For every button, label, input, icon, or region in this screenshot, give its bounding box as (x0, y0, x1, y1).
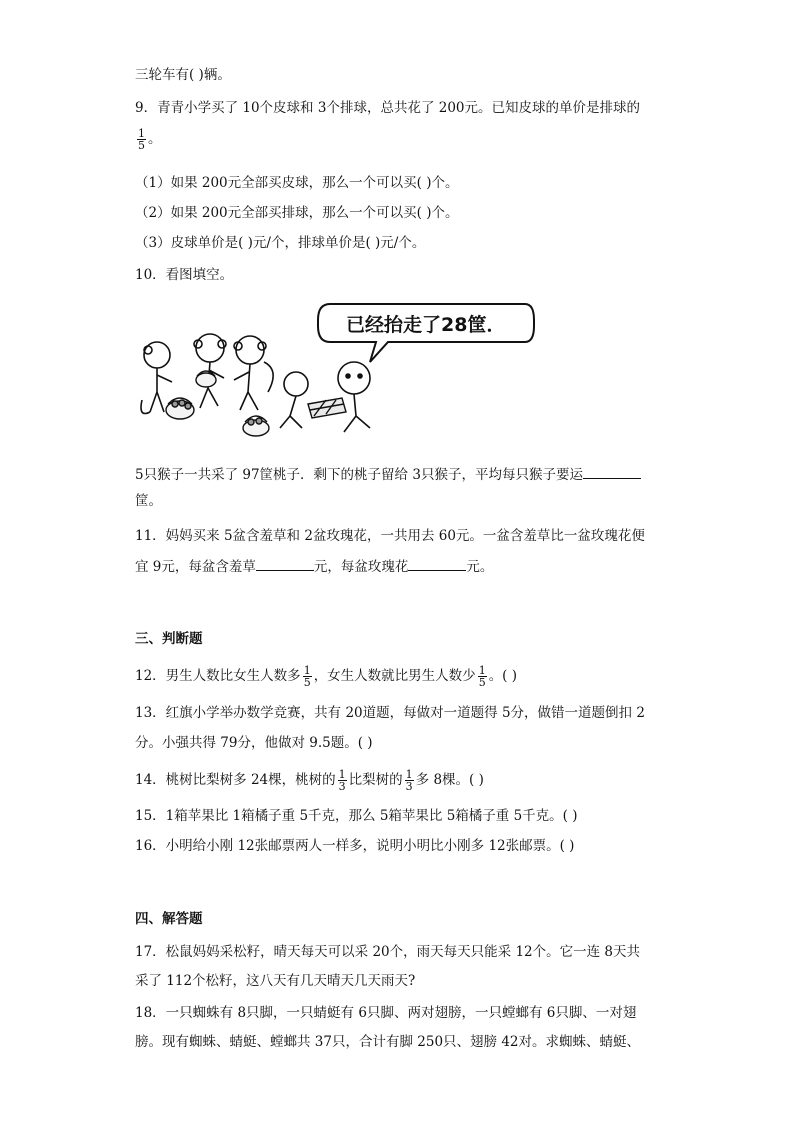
q10-title: 10．看图填空。 (135, 267, 234, 283)
q11-line1: 11．妈妈买来 5盆含羞草和 2盆玫瑰花，一共用去 60元。一盆含羞草比一盆玫瑰花便 (135, 528, 645, 544)
section-heading-answer: 四、解答题 (135, 911, 203, 927)
monkey-3 (234, 336, 273, 410)
speech-bubble (318, 304, 534, 362)
q10-line1: 5只猴子一共采了 97筐桃子．剩下的桃子留给 3只猴子，平均每只猴子要运 (135, 465, 641, 484)
answer-blank-hanxiucao[interactable] (256, 557, 314, 571)
basket-1 (166, 398, 194, 419)
q9-sub3: （3）皮球单价是( )元/个，排球单价是( )元/个。 (135, 235, 426, 251)
carried-basket (308, 398, 346, 418)
q9-sub1: （1）如果 200元全部买皮球，那么一个可以买( )个。 (135, 175, 459, 191)
monkey-4 (280, 372, 308, 428)
q18-line1: 18．一只蜘蛛有 8只脚，一只蜻蜓有 6只脚、两对翅膀，一只螳螂有 6只脚、一对翅 (135, 1005, 637, 1021)
monkey-1 (141, 342, 172, 414)
basket-2 (196, 371, 216, 387)
q10-line2: 筐。 (135, 493, 162, 509)
q13-line1: 13．红旗小学举办数学竞赛，共有 20道题，每做对一道题得 5分，做错一道题倒扣 2 (135, 705, 645, 721)
answer-blank-rose[interactable] (408, 557, 466, 571)
q11-line2: 宜 9元，每盆含羞草 元，每盆玫瑰花 元。 (135, 559, 494, 575)
q15: 15．1箱苹果比 1箱橘子重 5千克，那么 5箱苹果比 5箱橘子重 5千克。( ) (135, 808, 578, 824)
section-heading-judgement: 三、判断题 (135, 631, 203, 647)
speech-bubble-text: 已经抬走了28筐． (346, 314, 506, 336)
basket-3 (243, 416, 269, 436)
q16: 16．小明给小刚 12张邮票两人一样多，说明小明比小刚多 12张邮票。( ) (135, 838, 575, 854)
fraction-one-third: $\frac{1}{3}$ (405, 768, 413, 793)
monkey-2 (194, 334, 226, 408)
fraction-one-fifth: $\frac{1}{5}$ (138, 127, 145, 152)
q17-line2: 采了 112个松籽，这八天有几天晴天几天雨天? (135, 973, 416, 989)
q9-sub2: （2）如果 200元全部买排球，那么一个可以买( )个。 (135, 205, 459, 221)
monkey-5 (338, 362, 370, 432)
answer-blank[interactable] (583, 465, 641, 479)
q17-line1: 17．松鼠妈妈采松籽，晴天每天可以采 20个，雨天每天只能采 12个。它一连 8天共 (135, 944, 640, 960)
q14: 14．桃树比梨树多 24棵，桃树的 $\frac{1}{3}$ 比梨树的 $\frac{1}{3}$ 多 8棵。( ) (135, 768, 484, 793)
fraction-one-fifth: $\frac{1}{5}$ (478, 664, 486, 689)
fraction-one-third: $\frac{1}{3}$ (338, 768, 346, 793)
q12: 12．男生人数比女生人数多 $\frac{1}{5}$ ，女生人数就比男生人数少 $\frac{1}{5}$ 。( ) (135, 664, 518, 689)
q13-line2: 分。小强共得 79分，他做对 9.5题。( ) (135, 735, 373, 751)
monkeys-illustration (130, 300, 540, 450)
q18-line2: 膀。现有蜘蛛、蜻蜓、螳螂共 37只，合计有脚 250只、翅膀 42对。求蜘蛛、蜻蜓、 (135, 1034, 640, 1050)
q9-stem-fraction-line: $\frac{1}{5}$ 。 (138, 127, 162, 152)
fraction-one-fifth: $\frac{1}{5}$ (303, 664, 311, 689)
q8-tail: 三轮车有( )辆。 (135, 67, 231, 83)
q9-stem: 9．青青小学买了 10个皮球和 3个排球，总共花了 200元。已知皮球的单价是排球的 (135, 100, 640, 116)
